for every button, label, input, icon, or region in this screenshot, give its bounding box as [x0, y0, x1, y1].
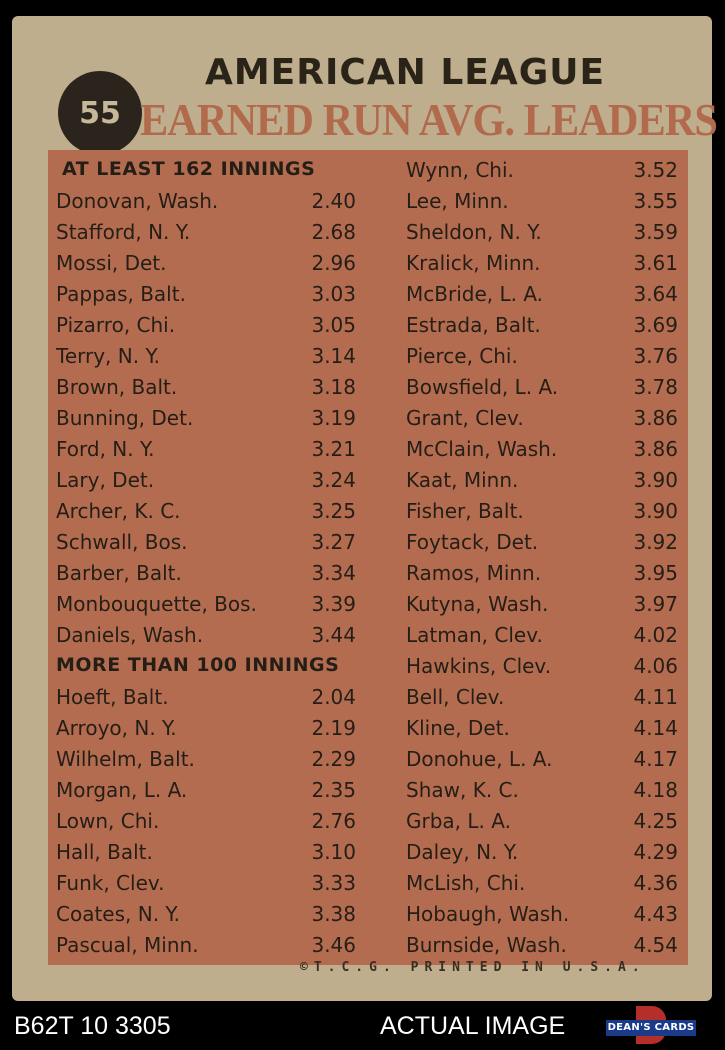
leader-row	[56, 309, 356, 340]
pitcher-name: Daley, N. Y.	[406, 840, 519, 864]
leader-row	[56, 526, 356, 557]
right-column	[406, 154, 678, 960]
era-value: 4.25	[633, 809, 678, 833]
leader-row	[406, 185, 678, 216]
leader-row	[406, 743, 678, 774]
copyright-line: ©T.C.G. PRINTED IN U.S.A.	[300, 960, 646, 975]
leader-row	[56, 402, 356, 433]
leader-row	[406, 526, 678, 557]
leader-row	[56, 185, 356, 216]
leader-row	[56, 681, 356, 712]
pitcher-name: McBride, L. A.	[406, 282, 544, 306]
leader-row	[56, 588, 356, 619]
pitcher-name: Ford, N. Y.	[56, 437, 155, 461]
leader-row	[406, 929, 678, 960]
era-value: 3.86	[633, 437, 678, 461]
leader-row	[56, 619, 356, 650]
leader-row	[56, 464, 356, 495]
era-value: 3.76	[633, 344, 678, 368]
leader-row	[56, 929, 356, 960]
pitcher-name: Coates, N. Y.	[56, 902, 180, 926]
pitcher-name: Lee, Minn.	[406, 189, 509, 213]
era-value: 3.10	[311, 840, 356, 864]
pitcher-name: Wynn, Chi.	[406, 158, 514, 182]
leader-row	[406, 247, 678, 278]
pitcher-name: Sheldon, N. Y.	[406, 220, 542, 244]
leader-row	[56, 557, 356, 588]
leader-row	[56, 247, 356, 278]
leader-row	[406, 402, 678, 433]
era-value: 3.38	[311, 902, 356, 926]
era-value: 3.52	[633, 158, 678, 182]
logo-text: DEAN'S CARDS	[606, 1020, 696, 1036]
era-value: 3.27	[311, 530, 356, 554]
leader-row	[406, 774, 678, 805]
pitcher-name: Kaat, Minn.	[406, 468, 519, 492]
era-value: 3.59	[633, 220, 678, 244]
pitcher-name: Kralick, Minn.	[406, 251, 541, 275]
era-value: 2.76	[311, 809, 356, 833]
leader-row	[406, 898, 678, 929]
leader-row	[56, 712, 356, 743]
era-value: 3.46	[311, 933, 356, 957]
pitcher-name: Funk, Clev.	[56, 871, 165, 895]
era-value: 2.96	[311, 251, 356, 275]
era-value: 3.44	[311, 623, 356, 647]
era-value: 3.61	[633, 251, 678, 275]
pitcher-name: McClain, Wash.	[406, 437, 558, 461]
pitcher-name: Hawkins, Clev.	[406, 654, 552, 678]
pitcher-name: Archer, K. C.	[56, 499, 181, 523]
era-value: 3.21	[311, 437, 356, 461]
era-value: 2.04	[311, 685, 356, 709]
leader-row	[406, 557, 678, 588]
pitcher-name: Lown, Chi.	[56, 809, 160, 833]
era-value: 4.29	[633, 840, 678, 864]
era-value: 4.18	[633, 778, 678, 802]
left-column	[56, 154, 356, 960]
era-value: 2.35	[311, 778, 356, 802]
deans-cards-logo	[606, 1006, 696, 1046]
era-value: 4.02	[633, 623, 678, 647]
pitcher-name: Hobaugh, Wash.	[406, 902, 570, 926]
pitcher-name: Pappas, Balt.	[56, 282, 186, 306]
section-heading-label: MORE THAN 100 INNINGS	[56, 654, 340, 676]
leader-row	[406, 495, 678, 526]
leader-row	[56, 898, 356, 929]
leader-row	[56, 805, 356, 836]
card-number-badge	[58, 71, 142, 155]
era-value: 3.33	[311, 871, 356, 895]
category-title: EARNED RUN AVG. LEADERS	[140, 95, 717, 145]
pitcher-name: Bunning, Det.	[56, 406, 194, 430]
leaders-panel	[48, 150, 688, 965]
leader-row	[406, 433, 678, 464]
era-value: 3.05	[311, 313, 356, 337]
pitcher-name: Estrada, Balt.	[406, 313, 541, 337]
section-heading	[56, 154, 356, 185]
inventory-code: B62T 10 3305	[14, 1012, 171, 1040]
pitcher-name: Pizarro, Chi.	[56, 313, 176, 337]
era-value: 2.68	[311, 220, 356, 244]
card-number: 55	[79, 95, 121, 131]
leader-row	[56, 433, 356, 464]
era-value: 2.40	[311, 189, 356, 213]
pitcher-name: Donovan, Wash.	[56, 189, 219, 213]
pitcher-name: Fisher, Balt.	[406, 499, 524, 523]
era-value: 3.90	[633, 499, 678, 523]
pitcher-name: Hall, Balt.	[56, 840, 153, 864]
leader-row	[406, 154, 678, 185]
leader-row	[406, 712, 678, 743]
era-value: 3.55	[633, 189, 678, 213]
league-title: AMERICAN LEAGUE	[205, 52, 606, 93]
leader-row	[406, 650, 678, 681]
pitcher-name: Kline, Det.	[406, 716, 510, 740]
pitcher-name: Pascual, Minn.	[56, 933, 199, 957]
pitcher-name: Grant, Clev.	[406, 406, 524, 430]
leader-row	[56, 216, 356, 247]
era-value: 3.34	[311, 561, 356, 585]
era-value: 3.39	[311, 592, 356, 616]
era-value: 2.29	[311, 747, 356, 771]
era-value: 3.97	[633, 592, 678, 616]
era-value: 3.03	[311, 282, 356, 306]
section-heading	[56, 650, 356, 681]
pitcher-name: Brown, Balt.	[56, 375, 178, 399]
leader-row	[56, 774, 356, 805]
era-value: 3.18	[311, 375, 356, 399]
leader-row	[406, 619, 678, 650]
pitcher-name: Stafford, N. Y.	[56, 220, 191, 244]
pitcher-name: Shaw, K. C.	[406, 778, 519, 802]
era-value: 4.36	[633, 871, 678, 895]
era-value: 3.90	[633, 468, 678, 492]
pitcher-name: Kutyna, Wash.	[406, 592, 549, 616]
leader-row	[56, 743, 356, 774]
pitcher-name: Barber, Balt.	[56, 561, 182, 585]
era-value: 3.19	[311, 406, 356, 430]
leader-row	[406, 681, 678, 712]
era-value: 4.43	[633, 902, 678, 926]
pitcher-name: Arroyo, N. Y.	[56, 716, 177, 740]
pitcher-name: Pierce, Chi.	[406, 344, 518, 368]
pitcher-name: Terry, N. Y.	[56, 344, 160, 368]
leader-row	[406, 805, 678, 836]
leader-row	[406, 216, 678, 247]
pitcher-name: Morgan, L. A.	[56, 778, 188, 802]
pitcher-name: Bell, Clev.	[406, 685, 505, 709]
pitcher-name: Burnside, Wash.	[406, 933, 567, 957]
leader-row	[406, 464, 678, 495]
leader-row	[406, 309, 678, 340]
pitcher-name: Latman, Clev.	[406, 623, 543, 647]
leader-row	[406, 588, 678, 619]
era-value: 3.64	[633, 282, 678, 306]
leader-row	[406, 836, 678, 867]
pitcher-name: Ramos, Minn.	[406, 561, 542, 585]
leader-row	[56, 495, 356, 526]
pitcher-name: Grba, L. A.	[406, 809, 511, 833]
leader-row	[56, 371, 356, 402]
era-value: 2.19	[311, 716, 356, 740]
leader-row	[56, 340, 356, 371]
era-value: 3.24	[311, 468, 356, 492]
pitcher-name: Lary, Det.	[56, 468, 155, 492]
era-value: 4.14	[633, 716, 678, 740]
leader-row	[406, 340, 678, 371]
era-value: 3.25	[311, 499, 356, 523]
section-heading-label: AT LEAST 162 INNINGS	[62, 158, 316, 180]
pitcher-name: Foytack, Det.	[406, 530, 539, 554]
era-value: 3.69	[633, 313, 678, 337]
pitcher-name: Wilhelm, Balt.	[56, 747, 195, 771]
era-value: 3.86	[633, 406, 678, 430]
era-value: 3.92	[633, 530, 678, 554]
pitcher-name: Schwall, Bos.	[56, 530, 188, 554]
leader-row	[56, 836, 356, 867]
leader-row	[406, 278, 678, 309]
era-value: 4.54	[633, 933, 678, 957]
pitcher-name: McLish, Chi.	[406, 871, 526, 895]
pitcher-name: Bowsfield, L. A.	[406, 375, 559, 399]
era-value: 3.14	[311, 344, 356, 368]
pitcher-name: Daniels, Wash.	[56, 623, 204, 647]
leader-row	[56, 867, 356, 898]
era-value: 3.78	[633, 375, 678, 399]
leader-row	[406, 371, 678, 402]
era-value: 3.95	[633, 561, 678, 585]
actual-image-label: ACTUAL IMAGE	[380, 1012, 566, 1040]
era-value: 4.17	[633, 747, 678, 771]
era-value: 4.06	[633, 654, 678, 678]
era-value: 4.11	[633, 685, 678, 709]
pitcher-name: Donohue, L. A.	[406, 747, 553, 771]
leader-row	[406, 867, 678, 898]
leader-row	[56, 278, 356, 309]
pitcher-name: Mossi, Det.	[56, 251, 167, 275]
pitcher-name: Monbouquette, Bos.	[56, 592, 257, 616]
pitcher-name: Hoeft, Balt.	[56, 685, 169, 709]
